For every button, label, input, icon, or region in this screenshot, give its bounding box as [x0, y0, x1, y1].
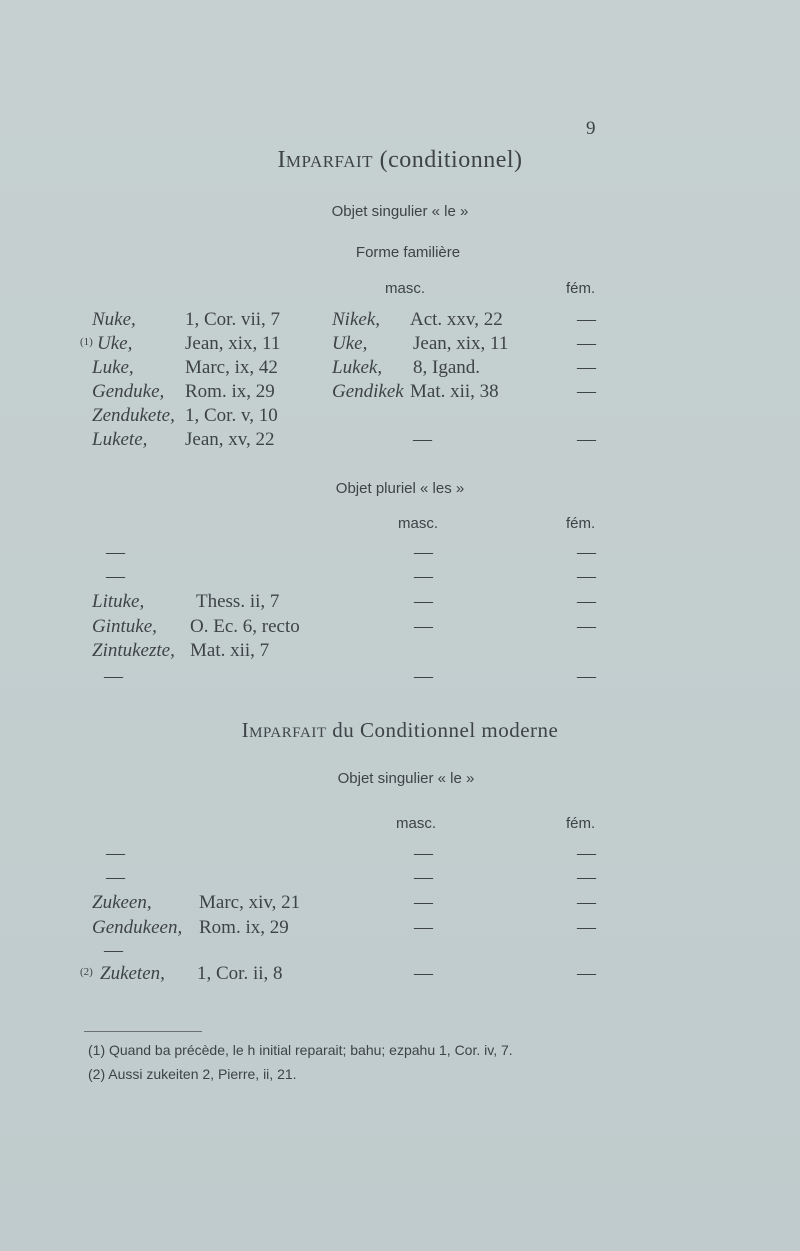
fem-dash: — [577, 616, 596, 637]
reference: 1, Cor. vii, 7 [185, 309, 281, 330]
form-dash: — [106, 867, 125, 888]
verb-form-masc: Gendikek [332, 381, 404, 402]
verb-form: Genduke, [92, 381, 165, 402]
table-row [0, 867, 800, 893]
fem-dash: — [577, 429, 596, 450]
verb-form: Lituke, [92, 591, 145, 612]
table-row [0, 429, 800, 455]
fem-dash: — [577, 333, 596, 354]
footnote-2: (2) Aussi zukeiten 2, Pierre, ii, 21. [88, 1066, 297, 1082]
masc-dash: — [413, 429, 432, 450]
fem-dash: — [577, 917, 596, 938]
subtitle-objet-singulier: Objet singulier « le » [337, 770, 475, 787]
form-dash: — [106, 542, 125, 563]
footnote-1: (1) Quand ba précède, le h initial reparait; bahu; ezpahu 1, Cor. iv, 7. [88, 1042, 513, 1058]
table-row [0, 616, 800, 642]
section-title-imparfait-conditionnel-moderne [0, 718, 800, 743]
masc-dash: — [414, 843, 433, 864]
reference: Thess. ii, 7 [196, 591, 280, 612]
column-header-fem: fém. [566, 280, 596, 297]
table-row [0, 405, 800, 431]
table-row [0, 843, 800, 869]
reference-masc: Mat. xii, 38 [410, 381, 499, 402]
verb-form: Zintukezte, [92, 640, 175, 661]
table-row [0, 591, 800, 617]
masc-dash: — [414, 892, 433, 913]
fem-dash: — [577, 357, 596, 378]
title-rest: du Conditionnel moderne [326, 718, 559, 742]
reference: Rom. ix, 29 [199, 917, 289, 938]
reference-masc: Act. xxv, 22 [410, 309, 503, 330]
masc-dash: — [414, 917, 433, 938]
title-small-caps: Imparfait [277, 147, 374, 173]
verb-form-masc: Uke, [332, 333, 368, 354]
subtitle-forme-familiere: Forme familière [355, 244, 461, 261]
fem-dash: — [577, 666, 596, 687]
fem-dash: — [577, 591, 596, 612]
verb-form: Gendukeen, [92, 917, 183, 938]
fem-dash: — [577, 843, 596, 864]
table-row [0, 963, 800, 989]
column-header-masc: masc. [385, 280, 426, 297]
table-row [0, 357, 800, 383]
verb-form: Uke, [97, 333, 133, 354]
fem-dash: — [577, 892, 596, 913]
title-small-caps: Imparfait [241, 718, 327, 742]
verb-form: Lukete, [92, 429, 148, 450]
table-row [0, 892, 800, 918]
reference: Mat. xii, 7 [190, 640, 270, 661]
footnote-marker: (2) [80, 966, 93, 978]
masc-dash: — [414, 616, 433, 637]
verb-form-masc: Lukek, [332, 357, 383, 378]
subtitle-objet-pluriel: Objet pluriel « les » [335, 480, 465, 497]
reference: 1, Cor. ii, 8 [197, 963, 283, 984]
masc-dash: — [414, 963, 433, 984]
form-dash: — [104, 666, 123, 687]
verb-form: Luke, [92, 357, 134, 378]
fem-dash: — [577, 867, 596, 888]
verb-form: Gintuke, [92, 616, 157, 637]
reference: Jean, xix, 11 [185, 333, 281, 354]
section-title-imparfait-conditionnel [0, 147, 800, 174]
table-row [0, 640, 800, 666]
verb-form: Zukeen, [92, 892, 152, 913]
verb-form-masc: Nikek, [332, 309, 381, 330]
form-dash: — [106, 843, 125, 864]
masc-dash: — [414, 566, 433, 587]
verb-form: Zuketen, [100, 963, 165, 984]
column-header-fem: fém. [566, 515, 596, 532]
table-row [0, 666, 800, 692]
title-rest: (conditionnel) [373, 147, 523, 173]
column-header-masc: masc. [396, 815, 437, 832]
reference: 1, Cor. v, 10 [185, 405, 278, 426]
masc-dash: — [414, 666, 433, 687]
table-row [0, 566, 800, 592]
reference-masc: Jean, xix, 11 [413, 333, 509, 354]
fem-dash: — [577, 309, 596, 330]
footnote-marker: (1) [80, 336, 93, 348]
verb-form: Nuke, [92, 309, 136, 330]
column-header-masc: masc. [398, 515, 439, 532]
footnote-divider [84, 1031, 202, 1032]
fem-dash: — [577, 381, 596, 402]
fem-dash: — [577, 566, 596, 587]
table-row [0, 542, 800, 568]
reference: Marc, xiv, 21 [199, 892, 301, 913]
column-header-fem: fém. [566, 815, 596, 832]
reference: Marc, ix, 42 [185, 357, 278, 378]
masc-dash: — [414, 867, 433, 888]
fem-dash: — [577, 963, 596, 984]
form-dash: — [106, 566, 125, 587]
reference-masc: 8, Igand. [413, 357, 481, 378]
fem-dash: — [577, 542, 596, 563]
reference: Rom. ix, 29 [185, 381, 275, 402]
table-row [0, 381, 800, 407]
masc-dash: — [414, 591, 433, 612]
page-number: 9 [586, 118, 596, 139]
form-dash: — [104, 940, 123, 961]
table-row [0, 333, 800, 359]
verb-form: Zendukete, [92, 405, 175, 426]
table-row [0, 309, 800, 335]
subtitle-objet-singulier: Objet singulier « le » [331, 203, 469, 220]
reference: O. Ec. 6, recto [190, 616, 300, 637]
reference: Jean, xv, 22 [185, 429, 275, 450]
masc-dash: — [414, 542, 433, 563]
